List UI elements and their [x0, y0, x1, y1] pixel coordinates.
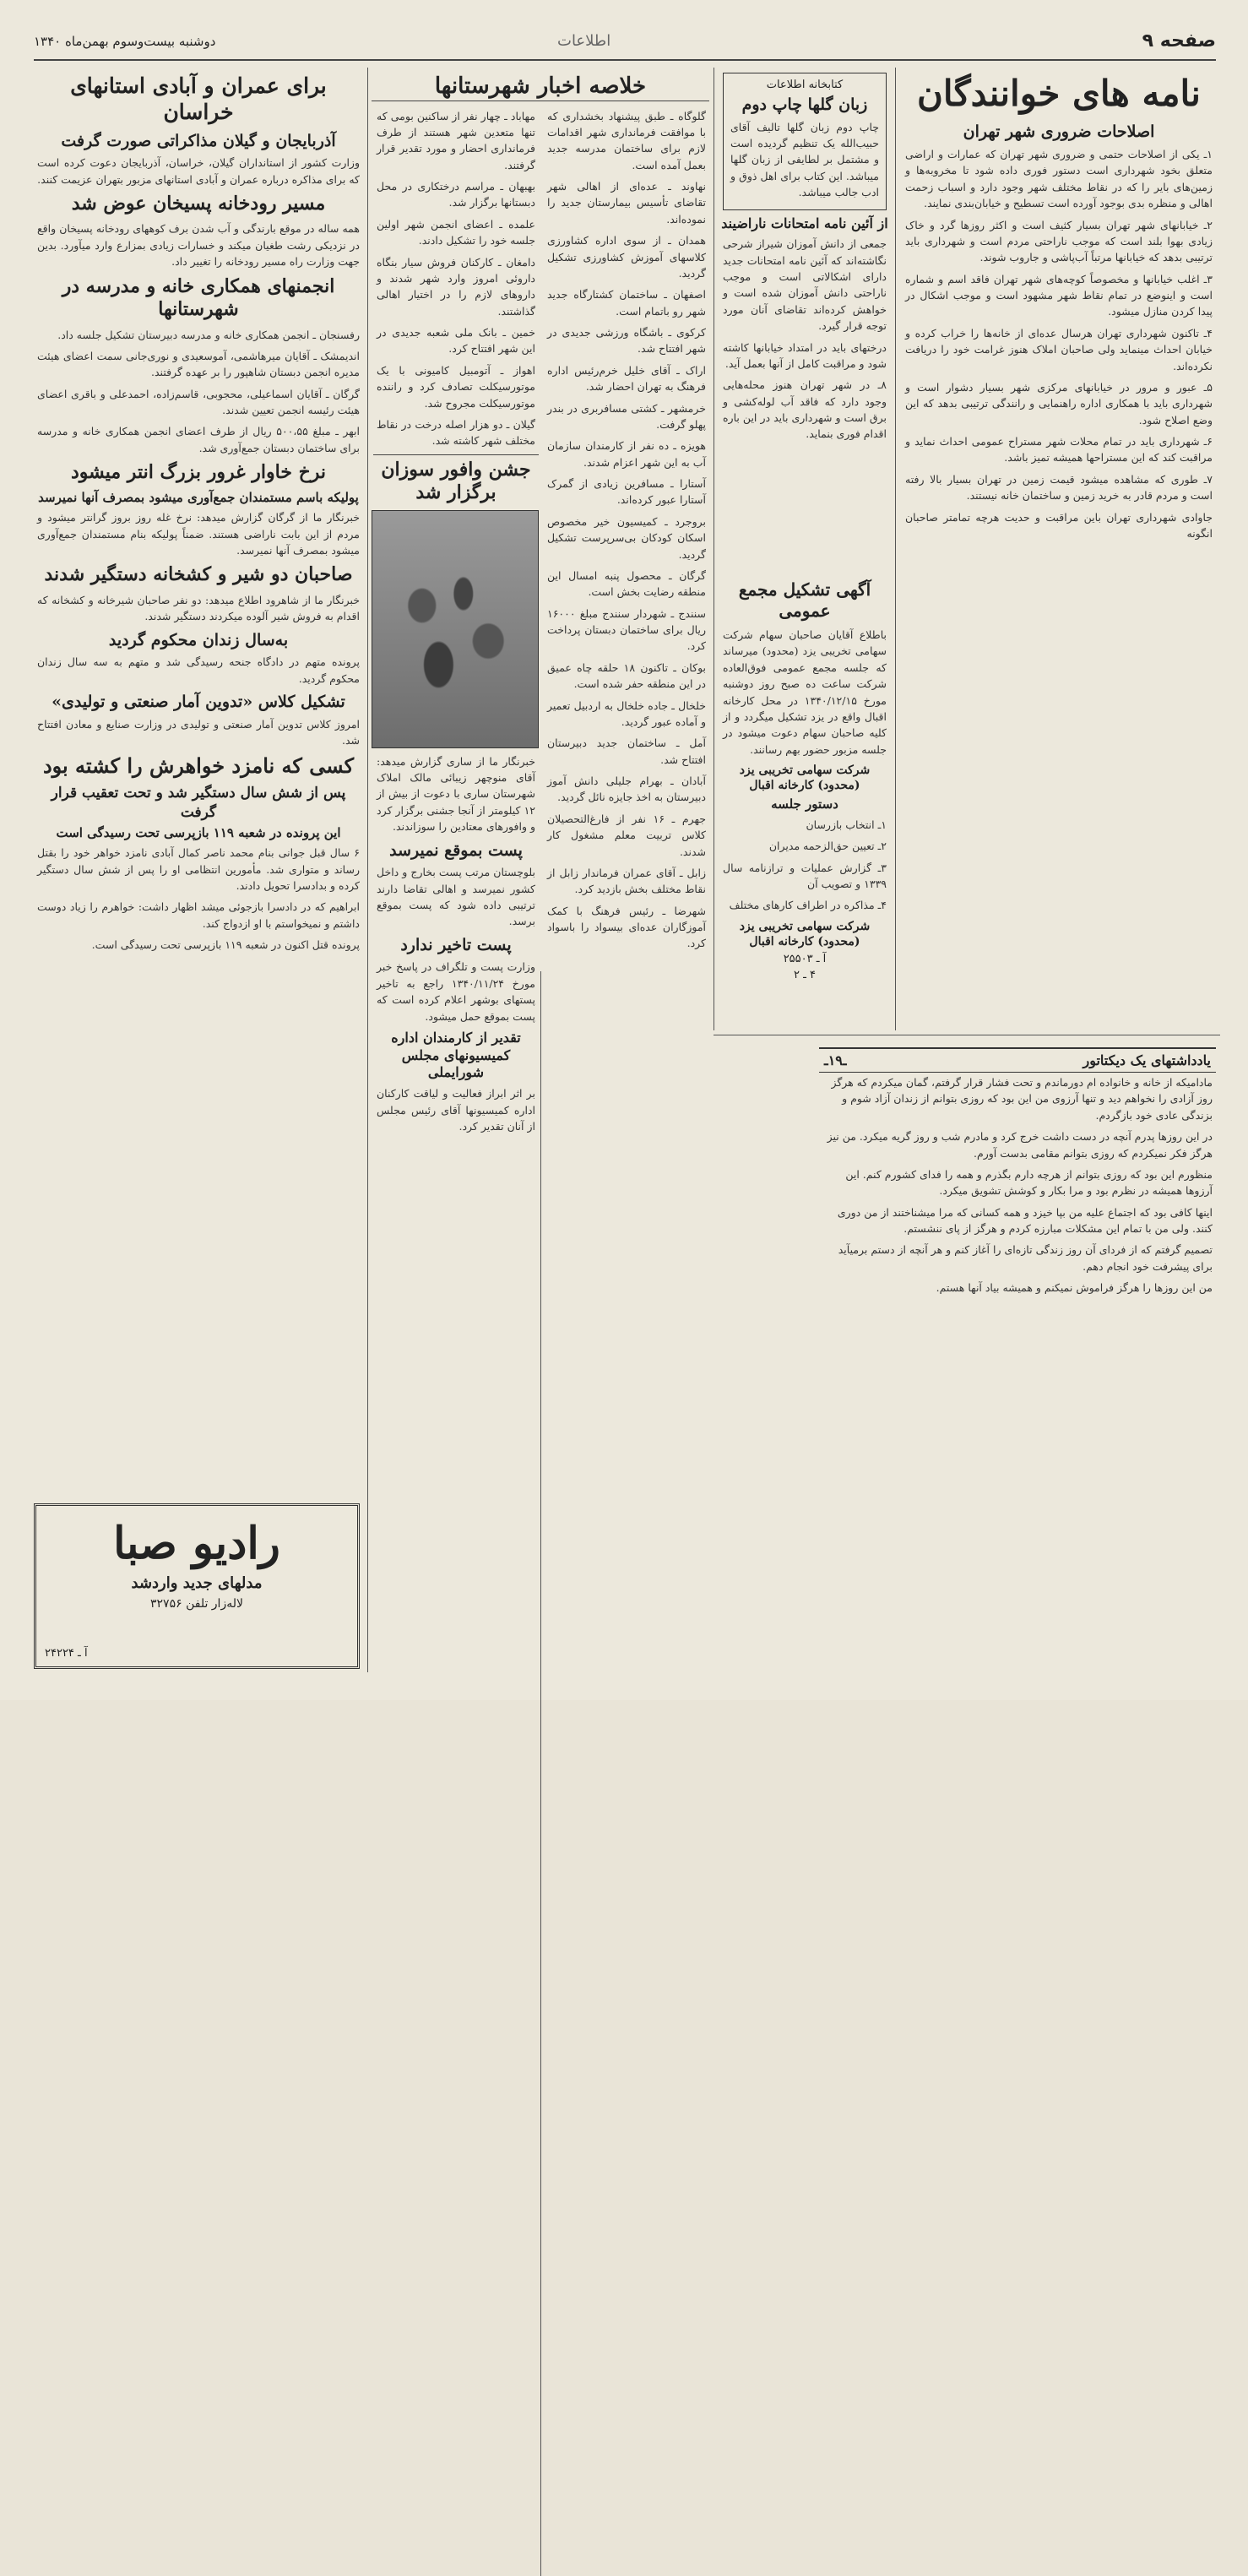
- ad-agenda-item: ۲ـ تعیین حق‌الزحمه مدیران: [768, 840, 887, 853]
- province-item: اراک ـ آقای خلیل خرم‌رئیس اداره فرهنگ به تهران احضار شد.: [547, 363, 706, 394]
- newspaper-name: اطلاعات: [557, 32, 611, 50]
- province-item: کرکوی ـ باشگاه ورزشی جدیدی در شهر افتتاح شد.: [547, 326, 706, 356]
- murder-body: ۶ سال قبل جوانی بنام محمد ناصر کمال آبادی نامزد خواهر خود را بقتل رساند و متواری شد. مأمورین انتظامی او را پس از شش سال دستگیر کرده و بدادسرا تحویل دادند.: [37, 846, 360, 892]
- arrest-title: صاحبان دو شیر و کشخانه دستگیر شدند: [44, 563, 353, 586]
- memoir-number: ـ۱۹ـ: [824, 1052, 847, 1068]
- provinces-subcol: [544, 106, 709, 1140]
- delay-title: پست تاخیر ندارد: [400, 935, 512, 954]
- province-item: آمل ـ ساختمان جدید دبیرستان افتتاح شد.: [547, 736, 706, 766]
- province-item: گرگان ـ محصول پنبه امسال این منطقه رضایت بخش است.: [547, 568, 706, 599]
- province-item: گلوگاه ـ طبق پیشنهاد بخشداری که با موافقت فرمانداری شهر اقدامات لازم برای ساختمان مدرسه جدید بعمل آمده است.: [547, 109, 706, 171]
- letter-paragraph: ۲ـ خیابانهای شهر تهران بسیار کثیف است و اکثر روزها گرد و خاک زیادی بهوا بلند است که موجب ناراحتی مردم است و شهرداری باید ترتیبی بدهد که خیابانها مرتباً آب‌پاشی و جاروب شوند.: [905, 218, 1213, 264]
- library-box: [723, 73, 887, 210]
- development-title: برای عمران و آبادی استانهای خراسان: [70, 73, 327, 125]
- province-item: گیلان ـ دو هزار اصله درخت در نقاط مختلف شهر کاشته شد.: [377, 417, 535, 448]
- arrest-body: خبرنگار ما از شاهرود اطلاع میدهد: دو نفر صاحبان شیرخانه و کشخانه که اقدام به فروش شیر آلوده میکردند دستگیر شدند.: [37, 593, 360, 623]
- province-item: مهاباد ـ چهار نفر از ساکنین بومی که تنها متعدین شهر هستند از طرف فرمانداری احضار و مورد تقدیر قرار گرفتند.: [377, 109, 535, 171]
- letter-paragraph: ۱ـ یکی از اصلاحات حتمی و ضروری شهر تهران که عمارات و اراضی متعلق بخود شهرداری است دستور فوری داده شود تا مخروبه‌ها و زمین‌های بایر را که در نقاط مختلف شهر وجود دارد و اسباب زحمت اهالی و منظره بدی بوجود آورده است تسطیح و خیابان‌بندی نمایند.: [905, 148, 1213, 210]
- prison-title: به‌سال زندان محکوم گردید: [108, 630, 289, 649]
- province-item: علمده ـ اعضای انجمن شهر اولین جلسه خود را تشکیل دادند.: [377, 217, 535, 247]
- development-column: [34, 68, 363, 1495]
- memoir-title: یادداشتهای یک دیکتاتور: [1083, 1052, 1211, 1068]
- prison-body: پرونده متهم در دادگاه جنحه رسیدگی شد و متهم به سه سال زندان محکوم گردید.: [37, 655, 360, 685]
- exams-body: درختهای باید در امتداد خیابانها کاشته شود و مراقبت کامل از آنها بعمل آید.: [723, 340, 887, 370]
- province-item: همدان ـ از سوی اداره کشاورزی کلاسهای آموزش کشاورزی تشکیل گردید.: [547, 234, 706, 280]
- murder-title: کسی که نامزد خواهرش را کشته بود: [42, 753, 355, 779]
- letter-paragraph: ۶ـ شهرداری باید در تمام محلات شهر مستراح عمومی احداث نماید و مراقبت کند که این مستراحها همیشه تمیز باشد.: [905, 435, 1213, 465]
- radio-ad-line: لاله‌زار تلفن ۳۲۷۵۶: [150, 1597, 243, 1611]
- celebration-body: خبرنگار ما از ساری گزارش میدهد: آقای منوچهر زیبائی مالک املاک شهرستان ساری با دعوت از بیش از ۱۲ کیلومتر از آنجا جشنی برگزار کرد و وافورهای معتادین را سوزاندند.: [377, 754, 535, 834]
- library-body: چاپ دوم زبان گلها تالیف آقای حبیب‌الله یک تنظیم گردیده است و مشتمل بر لطایفی از زبان گلها میباشد. این کتاب برای اهل ذوق و ادب جالب میباشد.: [730, 120, 879, 199]
- readers-letters-title: نامه های خوانندگان: [917, 73, 1201, 114]
- column-divider: [895, 68, 896, 1030]
- memoir-section: [819, 1047, 1216, 1672]
- provinces-subcolumns: [372, 106, 709, 1140]
- province-item: آستارا ـ مسافرین زیادی از گمرک آستارا عبور کرده‌اند.: [547, 477, 706, 507]
- province-item: سنندج ـ شهردار سنندج مبلغ ۱۶۰۰۰ ریال برای ساختمان دبستان پرداخت کرد.: [547, 606, 706, 653]
- memoir-paragraph: من این روزها را هرگز فراموش نمیکنم و همیشه بیاد آنها هستم.: [936, 1281, 1213, 1295]
- library-title: زبان گلها چاپ دوم: [741, 95, 868, 114]
- province-item: اهواز ـ آتومبیل کامیونی با یک موتورسیکلت تصادف کرد و راننده موتورسیکلت مجروح شد.: [377, 363, 535, 410]
- letter-paragraph: ۷ـ طوری که مشاهده میشود قیمت زمین در تهران بسیار بالا رفته است و مردم قادر به خرید زمین و ساختمان خانه نیستند.: [905, 472, 1213, 503]
- ad-agenda-item: ۴ـ مذاکره در اطراف کارهای مختلف: [729, 899, 887, 912]
- page-header: [34, 25, 1216, 61]
- province-item: آبادان ـ بهرام جلیلی دانش آموز دبیرستان به اخذ جایزه نائل گردید.: [547, 774, 706, 804]
- assembly-ad: [719, 574, 890, 1030]
- library-exams-column: [719, 68, 890, 608]
- ad-agenda-title: دستور جلسه: [771, 796, 838, 812]
- murder-subtitle: پس از شش سال دستگیر شد و تحت تعقیب قرار گرفت: [51, 785, 346, 821]
- exams-body: جمعی از دانش آموزان شیراز شرحی نگاشته‌اند که آئین نامه امتحانات جدید دارای اشکالاتی است و موجب ناراحتی دانش آموزان شده است و خواهش کرده‌اند تقاضای آنان مورد توجه قرار گیرد.: [723, 237, 887, 333]
- celebration-title: جشن وافور سوزان برگزار شد: [373, 454, 539, 505]
- provinces-subcol: [373, 106, 539, 1140]
- ad-code: ۴ ـ ۲: [793, 969, 817, 982]
- staff-body: بر اثر ابراز فعالیت و لیاقت کارکنان اداره کمیسیونها آقای رئیس مجلس از آنان تقدیر کرد.: [377, 1087, 535, 1133]
- ad-agenda-item: ۳ـ گزارش عملیات و ترازنامه سال ۱۳۳۹ و تصویب آن: [723, 861, 887, 890]
- staff-title: تقدیر از کارمندان اداره کمیسیونهای مجلس شورایملی: [391, 1029, 521, 1081]
- ad-signature: شرکت سهامی تخریبی یزد (محدود) کارخانه اقبال: [739, 919, 871, 948]
- class-body: امروز کلاس تدوین آمار صنعتی و تولیدی در وزارت صنایع و معادن افتتاح شد.: [37, 717, 360, 747]
- murder-subtitle: این پرونده در شعبه ۱۱۹ بازپرسی تحت رسیدگی است: [56, 824, 341, 840]
- post-body: بلوچستان مرتب پست بخارج و داخل کشور نمیرسد و اهالی تقاضا دارند ترتیبی داده شود که پست بموقع برسد.: [377, 866, 535, 928]
- memoir-paragraph: مادامیکه از خانه و خانواده ام دورماندم و تحت فشار قرار گرفتم، گمان میکردم که هرگز روز آزادی را نخواهم دید و تنها آرزوی من این بود که روزی بتوانم از زندان آزاد شوم و بزندگی عادی خود بازگردم.: [831, 1076, 1213, 1122]
- province-item: بوکان ـ تاکنون ۱۸ حلقه چاه عمیق در این منطقه حفر شده است.: [547, 660, 707, 691]
- memoir-header: [819, 1047, 1216, 1073]
- radio-saba-ad: [34, 1503, 360, 1669]
- ad-agenda-item: ۱ـ انتخاب بازرسان: [806, 818, 887, 831]
- readers-letters-subtitle: اصلاحات ضروری شهر تهران: [963, 122, 1155, 142]
- ad-company: شرکت سهامی تخریبی یزد (محدود) کارخانه اقبال: [739, 764, 871, 793]
- province-item: بهبهان ـ مراسم درختکاری در محل دبستانها برگزار شد.: [377, 180, 535, 209]
- memoir-paragraph: اینها کافی بود که اجتماع علیه من بپا خیزد و همه کسانی که مرا میشناختند از من دوری کنند. ولی من با تمام این مشکلات مبارزه کردم و هرگز از پای ننشستم.: [837, 1205, 1213, 1235]
- associations-body: ابهر ـ مبلغ ۵۰۰،۵۵ ریال از طرف اعضای انجمن همکاری خانه و مدرسه برای ساختمان دبستان جمع‌آوری شد.: [37, 425, 360, 454]
- provinces-title: خلاصه اخبار شهرستانها: [372, 73, 709, 101]
- letter-paragraph: ۵ـ عبور و مرور در خیابانهای مرکزی شهر بسیار دشوار است و شهرداری باید با همکاری اداره راهنمایی و رانندگی ترتیبی بدهد که این وضع اصلاح شود.: [905, 380, 1213, 427]
- column-divider: [367, 68, 368, 1672]
- associations-body: اندیمشک ـ آقایان میرهاشمی، آموسعیدی و نوری‌جانی سمت اعضای هیئت مدیره انجمن دبستان شاهپور را بر عهده گرفتند.: [37, 349, 360, 379]
- province-item: بروجرد ـ کمیسیون خیر مخصوص اسکان کودکان بی‌سرپرست تشکیل گردید.: [547, 514, 706, 561]
- province-item: هویزه ـ ده نفر از کارمندان سازمان آب به این شهر اعزام شدند.: [547, 439, 706, 469]
- memoir-paragraph: در این روزها پدرم آنچه در دست داشت خرج کرد و مادرم شب و روز گریه میکرد. من نیز هرگز فکر نمیکردم که روزی بتوانم مقامی بدست آورم.: [827, 1130, 1213, 1160]
- province-item: اصفهان ـ ساختمان کشتارگاه جدید شهر رو باتمام است.: [547, 288, 706, 318]
- murder-body: ابراهیم که در دادسرا بازجوئی میشد اظهار داشت: خواهرم را زیاد دوست داشتم و نمیخواستم با او ازدواج کند.: [37, 900, 360, 930]
- rate-body: خبرنگار ما از گرگان گزارش میدهد: نرخ غله روز بروز گرانتر میشود و مردم از این بابت ناراضی هستند. ضمناً پولیکه بنام مستمندان جمع‌آوری میشود بمصرف آنها نمیرسد.: [37, 511, 360, 557]
- development-subtitle: آذربایجان و گیلان مذاکراتی صورت گرفت: [61, 131, 336, 150]
- page-number: صفحه ۹: [1142, 30, 1216, 52]
- ad-code: آ ـ ۲۵۵۰۳: [783, 953, 827, 966]
- library-label: کتابخانه اطلاعات: [766, 79, 844, 91]
- delay-body: وزارت پست و تلگراف در پاسخ خبر مورخ ۱۳۴۰/۱۱/۲۴ راجع به تاخیر پستهای بوشهر اعلام کرده است که پست بموقع حمل میشود.: [377, 960, 535, 1023]
- exams-body: ۸ـ در شهر تهران هنوز محله‌هایی وجود دارد که فاقد آب لوله‌کشی و برق است و شهرداری باید در این باره اقدام فوری بنماید.: [723, 378, 887, 441]
- province-item: خلخال ـ جاده خلخال به اردبیل تعمیر و آماده عبور گردید.: [547, 698, 706, 728]
- exams-title: از آئین نامه امتحانات ناراضیند: [721, 215, 888, 231]
- province-item: نهاوند ـ عده‌ای از اهالی شهر تقاضای تأسیس بیمارستان جدید را نموده‌اند.: [547, 180, 706, 226]
- province-item: دامغان ـ کارکنان فروش سیار بنگاه داروئی امروز وارد شهر شدند و داروهای لازم را در اختیار اهالی گذاشتند.: [377, 255, 535, 318]
- ad-body: باطلاع آقایان صاحبان سهام شرکت سهامی تخریبی یزد (محدود) میرساند که جلسه مجمع عمومی فوق‌العاده شرکت ساعت ده صبح روز دوشنبه مورخ ۱۳۴۰/۱۲/۱۵ در محل کارخانه اقبال واقع در یزد تشکیل میگردد و از کلیه صاحبان سهام دعوت میشود در جلسه مزبور حضور بهم رسانند.: [723, 628, 887, 756]
- associations-title: انجمنهای همکاری خانه و مدرسه در شهرستانها: [62, 274, 335, 321]
- province-item: جهرم ـ ۱۶ نفر از فارغ‌التحصیلان کلاس تربیت معلم مشغول کار شدند.: [547, 812, 706, 858]
- murder-body: پرونده قتل اکنون در شعبه ۱۱۹ بازپرسی تحت رسیدگی است.: [91, 938, 360, 951]
- post-title: پست بموقع نمیرسد: [389, 840, 523, 860]
- letter-paragraph: ۴ـ تاکنون شهرداری تهران هرسال عده‌ای از خانه‌ها را خراب کرده و خیابان احداث مینماید ولی صاحبان املاک هنوز غرامت خود را دریافت نکرده‌اند.: [905, 326, 1213, 372]
- river-title: مسیر رودخانه پسیخان عوض شد: [71, 192, 326, 215]
- letter-paragraph: ۳ـ اغلب خیابانها و مخصوصاً کوچه‌های شهر تهران فاقد اسم و شماره است و اینوضع در تمام نقاط شهر مشهود است و موجب اشکال در پیدا کردن منازل میشود.: [905, 272, 1213, 318]
- radio-ad-line: مدلهای جدید واردشد: [131, 1574, 263, 1592]
- memoir-paragraph: تصمیم گرفتم که از فردای آن روز زندگی تازه‌ای را آغاز کنم و هر آنچه از دستم برمیآید برای پیشرفت خود انجام دهم.: [838, 1243, 1213, 1273]
- rate-subtitle: پولیکه باسم مستمندان جمع‌آوری میشود بمصرف آنها نمیرسد: [38, 489, 359, 505]
- river-body: همه ساله در موقع بارندگی و آب شدن برف کوههای رودخانه پسیخان واقع در نزدیکی رشت طغیان میکند و خسارات زیادی بمزارع وارد میآورد. بدین جهت وزارت راه مسیر رودخانه را تغییر داد.: [37, 222, 360, 269]
- province-item: شهرضا ـ رئیس فرهنگ با کمک آموزگاران عده‌ای بیسواد را باسواد کرد.: [547, 904, 706, 950]
- province-item: زابل ـ آقای عمران فرماندار زابل از نقاط مختلف بخش بازدید کرد.: [547, 866, 706, 896]
- class-title: تشکیل کلاس «تدوین آمار صنعتی و تولیدی»: [52, 693, 345, 711]
- province-item: خرمشهر ـ کشتی مسافربری در بندر پهلو گرفت.: [547, 401, 706, 431]
- memoir-paragraph: منظورم این بود که روزی بتوانم از هرچه دارم بگذرم و همه را فدای کشورم کنم. این آرزوها همیشه در نظرم بود و مرا بکار و کوشش تشویق میکرد.: [845, 1167, 1213, 1198]
- development-body: وزارت کشور از استانداران گیلان، خراسان، آذربایجان دعوت کرده است که برای مذاکره درباره عمران و آبادی استانهای مزبور بتهران عزیمت کنند.: [37, 156, 360, 186]
- issue-date: دوشنبه بیست‌وسوم بهمن‌ماه ۱۳۴۰: [34, 34, 216, 49]
- radio-ad-code: آ ـ ۲۴۲۲۴: [45, 1647, 88, 1660]
- radio-ad-title: رادیو صبا: [113, 1518, 280, 1569]
- readers-letters-column: [902, 68, 1216, 1030]
- letter-signature: جاوادی شهرداری تهران باین مراقبت و حدیت هرچه تمامتر صاحبان انگونه: [905, 510, 1213, 540]
- celebration-photo: [372, 510, 539, 748]
- province-item: خمین ـ بانک ملی شعبه جدیدی در این شهر افتتاح کرد.: [377, 326, 535, 356]
- associations-body: گرگان ـ آقایان اسماعیلی، محجوبی، قاسم‌زاده، احمدعلی و باقری اعضای هیئت رئیسه انجمن تعیین شدند.: [37, 387, 360, 417]
- associations-body: رفسنجان ـ انجمن همکاری خانه و مدرسه دبیرستان تشکیل جلسه داد.: [57, 328, 360, 341]
- rate-title: نرخ خاوار غرور بزرگ انتر میشود: [70, 461, 327, 484]
- ad-title: آگهی تشکیل مجمع عمومی: [738, 579, 871, 621]
- provinces-column: [372, 68, 709, 1672]
